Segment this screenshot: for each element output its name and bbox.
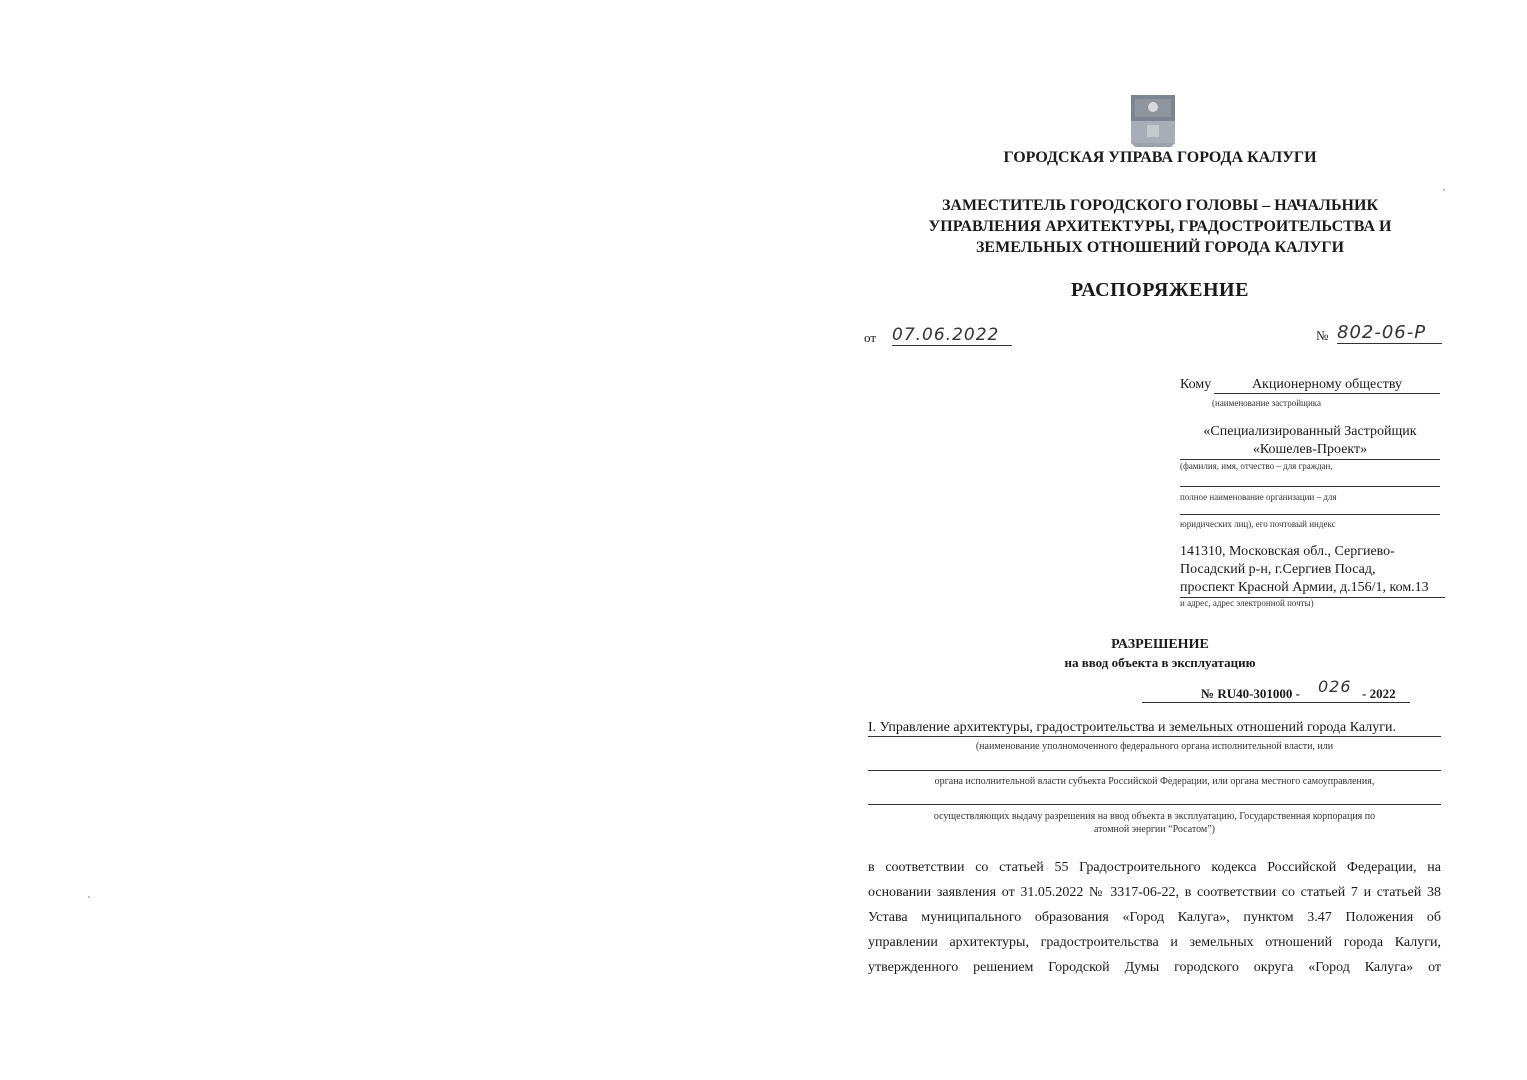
position-line: УПРАВЛЕНИЯ АРХИТЕКТУРЫ, ГРАДОСТРОИТЕЛЬСТВА И bbox=[928, 218, 1392, 235]
caption-authority-2: органа исполнительной власти субъекта Российской Федерации, или органа местного самоуправления, bbox=[934, 776, 1375, 787]
caption-legal: юридических лиц), его почтовый индекс bbox=[1180, 519, 1336, 529]
permit-number-suffix: - 2022 bbox=[1362, 686, 1396, 701]
permit-number-prefix: № RU40-301000 - bbox=[1201, 686, 1300, 701]
order-date-handwritten: 07.06.2022 bbox=[892, 325, 1012, 346]
blank-line bbox=[1180, 514, 1440, 515]
order-number-handwritten: 802-06-Р bbox=[1337, 322, 1442, 344]
scan-speck bbox=[88, 896, 90, 898]
caption-line: осуществляющих выдачу разрешения на ввод объекта в эксплуатацию, Государственная корпорация по bbox=[933, 811, 1376, 822]
coat-of-arms-emblem bbox=[1131, 95, 1175, 147]
permit-subtitle: на ввод объекта в эксплуатацию bbox=[1064, 655, 1256, 670]
blank-line bbox=[1180, 486, 1440, 487]
position-title bbox=[880, 195, 1440, 258]
permit-title: РАЗРЕШЕНИЕ bbox=[1111, 637, 1209, 652]
recipient-address bbox=[1180, 543, 1445, 598]
address-line: Посадский р-н, г.Сергиев Посад, bbox=[1180, 562, 1376, 577]
org-name-line: «Специализированный Застройщик bbox=[1203, 424, 1417, 439]
caption-address: и адрес, адрес электронной почты) bbox=[1180, 598, 1314, 608]
blank-line bbox=[868, 770, 1441, 771]
address-line: проспект Красной Армии, д.156/1, ком.13 bbox=[1180, 579, 1445, 598]
recipient-organization bbox=[1180, 423, 1440, 460]
number-label: № bbox=[1316, 328, 1329, 343]
permit-number-handwritten: 026 bbox=[1318, 677, 1352, 696]
caption-fullname: полное наименование организации – для bbox=[1180, 492, 1337, 502]
to-label: Кому bbox=[1180, 377, 1212, 392]
caption-fio: (фамилия, имя, отчество – для граждан, bbox=[1180, 461, 1333, 471]
body-line: основании заявления от 31.05.2022 № 3317-06-22, в соответствии со статьей 7 и статьей 38 bbox=[868, 885, 1441, 900]
document-type: РАСПОРЯЖЕНИЕ bbox=[1071, 279, 1249, 301]
body-line: управлении архитектуры, градостроительства и земельных отношений города Калуги, bbox=[868, 935, 1441, 950]
body-line: Устава муниципального образования «Город Калуга», пунктом 3.47 Положения об bbox=[868, 910, 1441, 925]
caption-line: атомной энергии “Росатом”) bbox=[1093, 824, 1216, 835]
caption-authority-3 bbox=[868, 810, 1441, 836]
org-name-line: «Кошелев-Проект» bbox=[1180, 441, 1440, 460]
position-line: ЗЕМЕЛЬНЫХ ОТНОШЕНИЙ ГОРОДА КАЛУГИ bbox=[975, 239, 1345, 256]
date-label: от bbox=[864, 330, 877, 345]
address-line: 141310, Московская обл., Сергиево- bbox=[1180, 544, 1395, 559]
caption-authority-1: (наименование уполномоченного федерального органа исполнительной власти, или bbox=[975, 741, 1334, 752]
scan-speck bbox=[1443, 189, 1445, 191]
organization-title: ГОРОДСКАЯ УПРАВА ГОРОДА КАЛУГИ bbox=[1003, 149, 1317, 166]
blank-line bbox=[868, 804, 1441, 805]
recipient-type: Акционерному обществу bbox=[1214, 377, 1440, 394]
position-line: ЗАМЕСТИТЕЛЬ ГОРОДСКОГО ГОЛОВЫ – НАЧАЛЬНИК bbox=[941, 197, 1379, 214]
body-line: в соответствии со статьей 55 Градостроительного кодекса Российской Федерации, на bbox=[868, 860, 1441, 875]
body-line: утвержденного решением Городской Думы городского округа «Город Калуга» от bbox=[868, 960, 1441, 975]
section-authority: I. Управление архитектуры, градостроительства и земельных отношений города Калуги. bbox=[868, 720, 1441, 737]
caption-developer: (наименование застройщика bbox=[1212, 398, 1322, 408]
body-paragraph bbox=[868, 855, 1441, 980]
